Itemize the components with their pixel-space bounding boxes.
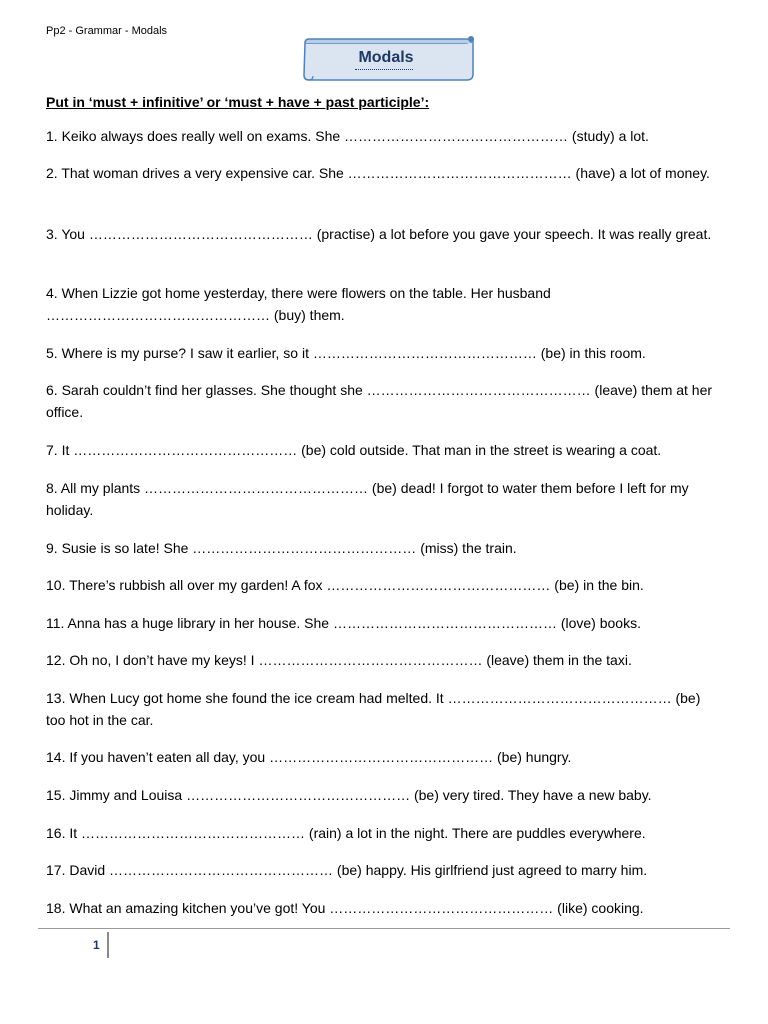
question-item: 18. What an amazing kitchen you’ve got! You ………………………………………… (like) cooking. — [46, 900, 644, 916]
question-item: 16. It ………………………………………… (rain) a lot in the night. There are puddles everywhere. — [46, 825, 646, 841]
question-item: 13. When Lucy got home she found the ice cream had melted. It ………………………………………… (be) too hot in the car. — [46, 690, 701, 728]
question-item: 1. Keiko always does really well on exams. She ………………………………………… (study) a lot. — [46, 128, 649, 144]
question-item: 6. Sarah couldn’t find her glasses. She thought she ………………………………………… (leave) them at her office. — [46, 382, 713, 420]
page-number: 1 — [93, 938, 100, 952]
instructions: Put in ‘must + infinitive’ or ‘must + have + past participle’: — [46, 94, 430, 110]
question-item: 8. All my plants ………………………………………… (be) dead! I forgot to water them before I left for my holiday. — [46, 480, 689, 518]
question-item: 15. Jimmy and Louisa ………………………………………… (be) very tired. They have a new baby. — [46, 787, 652, 803]
question-item: 14. If you haven’t eaten all day, you ………………………………………… (be) hungry. — [46, 749, 572, 765]
footer-divider — [107, 932, 109, 958]
page-header: Pp2 - Grammar - Modals — [46, 25, 168, 37]
page-title: Modals — [358, 49, 414, 66]
footer-rule — [38, 928, 730, 929]
question-item: 10. There’s rubbish all over my garden! A fox ………………………………………… (be) in the bin. — [46, 577, 644, 593]
question-item: 12. Oh no, I don’t have my keys! I ………………………………………… (leave) them in the taxi. — [46, 652, 632, 668]
title-banner — [301, 34, 475, 84]
question-item: 17. David ………………………………………… (be) happy. His girlfriend just agreed to marry him. — [46, 862, 648, 878]
question-item: 3. You ………………………………………… (practise) a lot before you gave your speech. It was really great. — [46, 226, 712, 242]
question-item: 2. That woman drives a very expensive car. She ………………………………………… (have) a lot of money. — [46, 165, 710, 181]
question-item: 7. It ………………………………………… (be) cold outside. That man in the street is wearing a coat. — [46, 442, 662, 458]
question-item: 5. Where is my purse? I saw it earlier, so it ………………………………………… (be) in this room. — [46, 345, 646, 361]
question-item: 9. Susie is so late! She ………………………………………… (miss) the train. — [46, 540, 517, 556]
question-item: 11. Anna has a huge library in her house. She ………………………………………… (love) books. — [46, 615, 641, 631]
title-underline — [355, 69, 413, 70]
question-item: 4. When Lizzie got home yesterday, there were flowers on the table. Her husband ………………………………………… (buy) them. — [46, 285, 551, 323]
